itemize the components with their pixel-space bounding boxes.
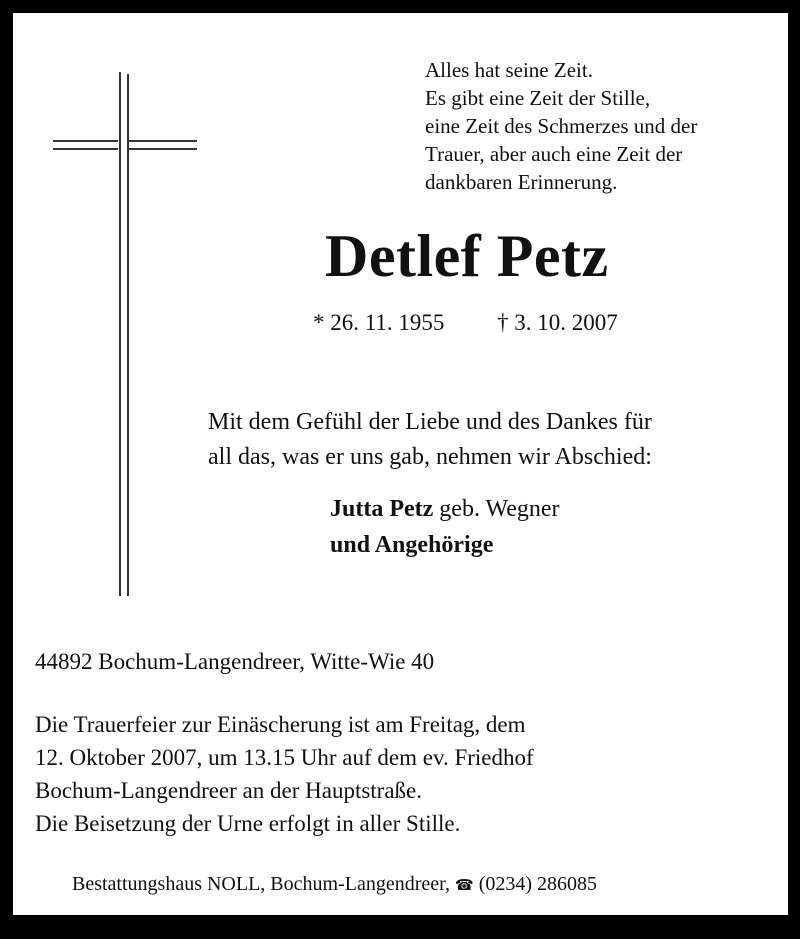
undertaker-footer [72,873,597,896]
poem-line: Es gibt eine Zeit der Stille, [425,86,651,110]
poem [425,56,697,196]
ceremony-line: 12. Oktober 2007, um 13.15 Uhr auf dem ev. Friedhof [35,745,534,770]
poem-line: Alles hat seine Zeit. [425,58,593,82]
farewell-line: Mit dem Gefühl der Liebe und des Dankes für [208,409,652,435]
ceremony-line: Bochum-Langendreer an der Hauptstraße. [35,778,423,803]
poem-line: dankbaren Erinnerung. [425,170,618,194]
phone-icon: ☎ [455,876,474,894]
poem-line: eine Zeit des Schmerzes und der [425,114,698,138]
address: 44892 Bochum-Langendreer, Witte-Wie 40 [35,649,435,674]
ceremony-text [35,708,534,840]
farewell-line: all das, was er uns gab, nehmen wir Abschied: [208,444,652,470]
undertaker-name: Bestattungshaus NOLL, Bochum-Langendreer, [72,873,450,895]
mourner-name: Jutta Petz [330,496,434,522]
poem-line: Trauer, aber auch eine Zeit der [425,142,683,166]
mourner-maiden-name: geb. Wegner [439,496,560,522]
mourner-relatives: und Angehörige [330,532,494,558]
mourner-line [330,496,560,523]
phone-number: (0234) 286085 [478,873,598,895]
birth-date: * 26. 11. 1955 [313,310,445,335]
deceased-name: Detlef Petz [325,223,609,289]
death-date: † 3. 10. 2007 [497,310,618,335]
ceremony-line: Die Beisetzung der Urne erfolgt in aller Stille. [35,811,461,836]
farewell-text [208,405,652,475]
ceremony-line: Die Trauerfeier zur Einäscherung ist am Freitag, dem [35,712,526,737]
